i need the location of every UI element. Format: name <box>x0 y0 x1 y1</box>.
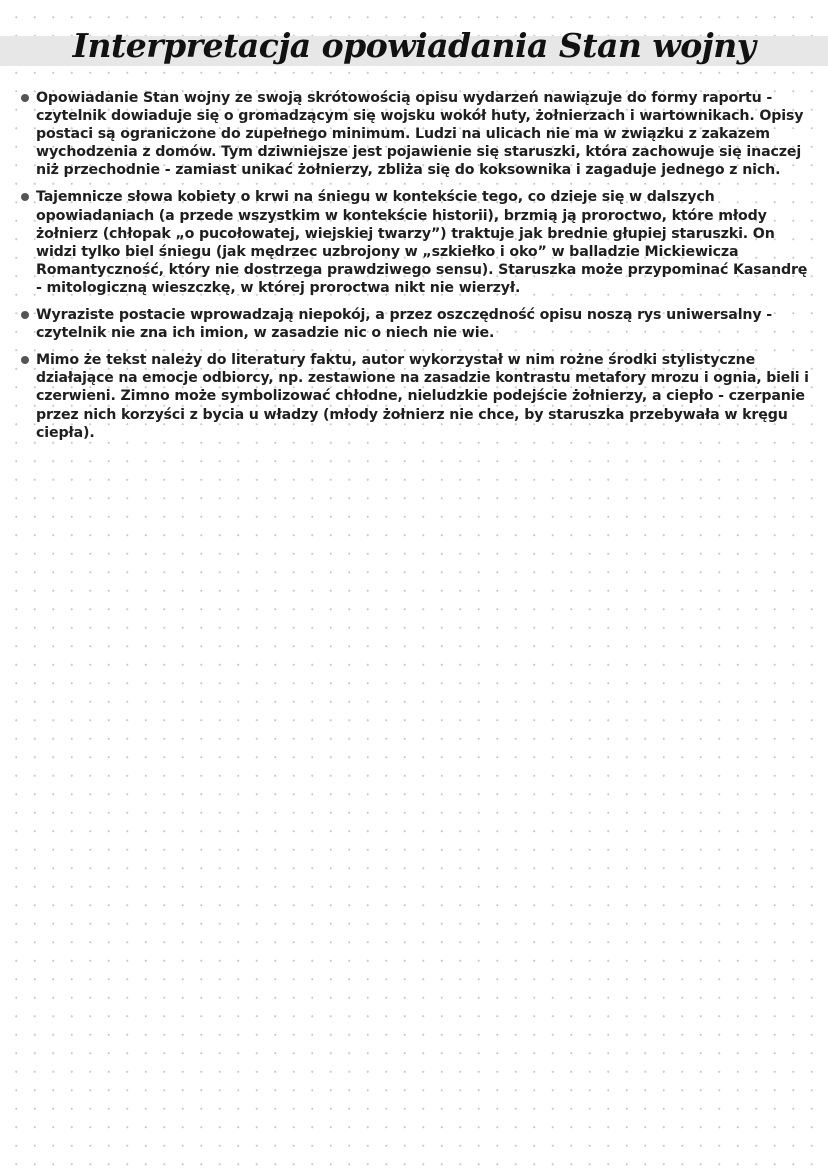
paragraph-line: Romantyczność, który nie dostrzega prawdziwego sensu). Staruszka może przypominać Kasandrę <box>36 261 808 278</box>
paragraph-line: przez nich korzyści z bycia u władzy (młody żołnierz nie chce, by staruszka przebywała w kręgu <box>36 406 788 423</box>
list-item <box>20 306 816 342</box>
paragraph-line: opowiadaniach (a przede wszystkim w kontekście historii), brzmią ją proroctwo, które młody <box>36 207 767 224</box>
bullet-dot-icon <box>21 193 29 201</box>
paragraph-line: czytelnik nie zna ich imion, w zasadzie nic o niech nie wie. <box>36 325 495 342</box>
paragraph-line: wychodzenia z domów. Tym dziwniejsze jest pojawienie się staruszki, która zachowuje się inaczej <box>36 144 802 161</box>
paragraph-line: Opowiadanie Stan wojny ze swoją skrótowością opisu wydarzeń nawiązuje do formy raportu - <box>36 90 773 106</box>
paragraph-line: niż przechodnie - zamiast unikać żołnierzy, zbliża się do koksownika i zagaduje jednego z nich. <box>36 162 781 179</box>
paragraph-line: Tajemnicze słowa kobiety o krwi na śniegu w kontekście tego, co dzieje się w dalszych <box>36 189 715 206</box>
paragraph-line: ciepła). <box>36 424 95 441</box>
list-item <box>20 89 816 179</box>
paragraph-line: czytelnik dowiaduje się o gromadzącym się wojsku wokół huty, żołnierzach i wartownikach. Opisy <box>36 108 804 125</box>
list-item <box>20 188 816 297</box>
paragraph-line: żołnierz (chłopak „o pucołowatej, wiejskiej twarzy”) traktuje jak brednie głupiej staruszki. On <box>36 225 775 242</box>
paragraph-line: widzi tylko biel śniegu (jak mędrzec uzbrojony w „szkiełko i oko” w balladzie Mickiewicza <box>36 243 739 260</box>
paragraph-line: postaci są ograniczone do zupełnego minimum. Ludzi na ulicach nie ma w związku z zakazem <box>36 126 770 143</box>
page-title: Interpretacja opowiadania Stan wojny <box>72 26 756 65</box>
paragraph-line: czerwieni. Zimno może symbolizować chłodne, nieludzkie podejście żołnierzy, a ciepło - czerpanie <box>36 388 805 405</box>
bullet-dot-icon <box>21 311 29 319</box>
bullet-dot-icon <box>21 94 29 102</box>
paragraph-line: działające na emocje odbiorcy, np. zestawione na zasadzie kontrastu metafory mrozu i ognia, bieli i <box>36 370 809 387</box>
notes-list <box>20 89 816 451</box>
paragraph-line: Wyraziste postacie wprowadzają niepokój, a przez oszczędność opisu noszą rys uniwersalny - <box>36 307 773 324</box>
paragraph-line: - mitologiczną wieszczkę, w której proroctwa nikt nie wierzył. <box>36 279 521 296</box>
paragraph-line: Mimo że tekst należy do literatury faktu, autor wykorzystał w nim rożne środki stylistyczne <box>36 352 756 369</box>
bullet-dot-icon <box>21 356 29 364</box>
list-item <box>20 351 816 441</box>
